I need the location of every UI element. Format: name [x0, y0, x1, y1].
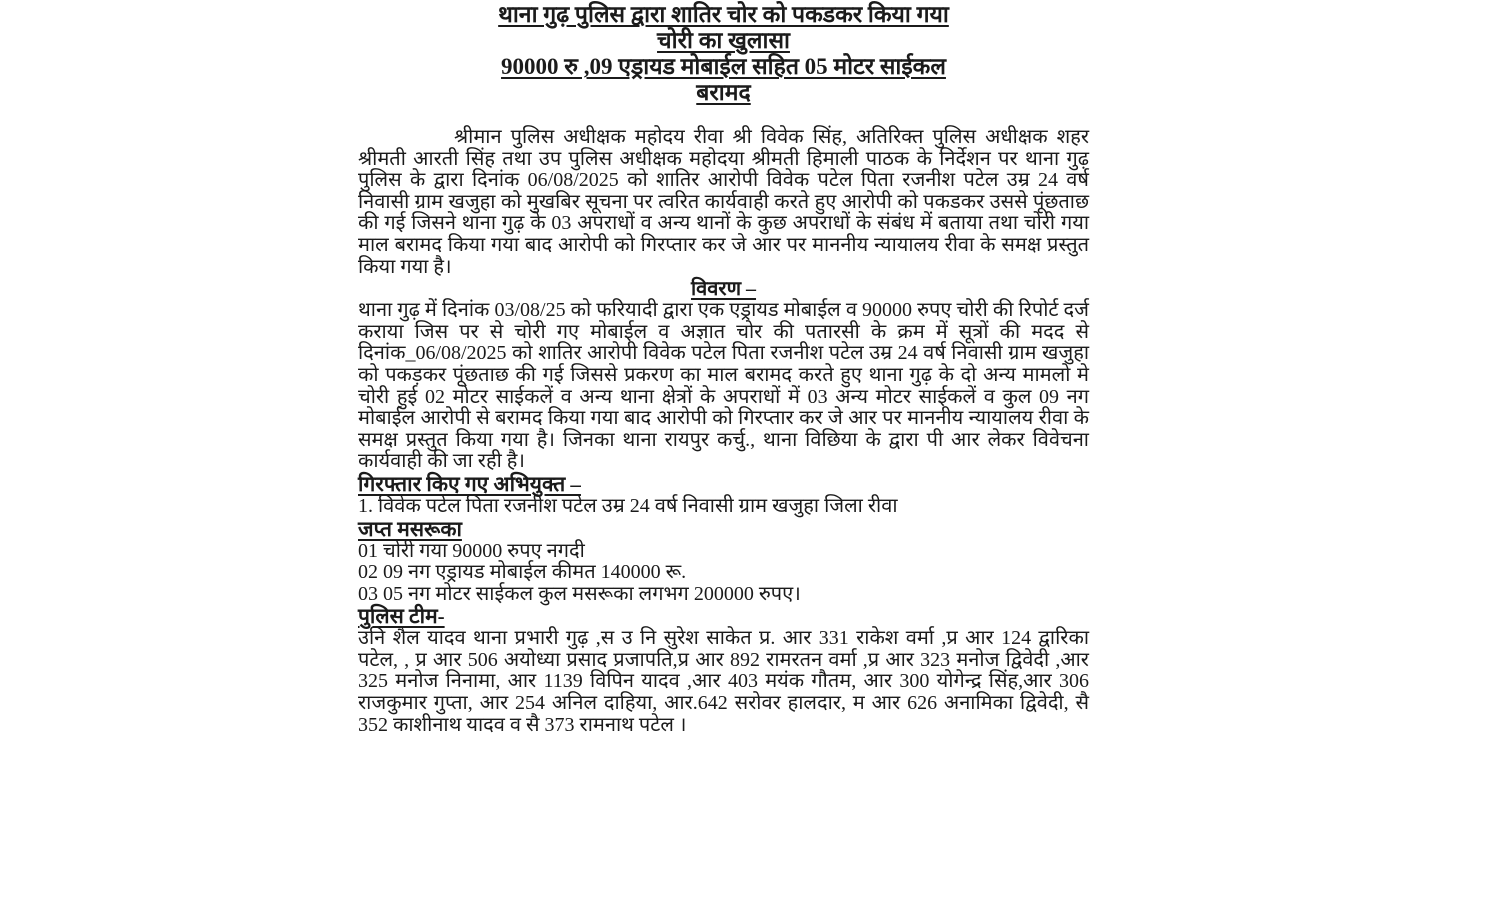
title-line-4: बरामद	[696, 80, 751, 105]
intro-paragraph: श्रीमान पुलिस अधीक्षक महोदय रीवा श्री विवेक सिंह, अतिरिक्त पुलिस अधीक्षक शहर श्रीमती आरती सिंह तथा उप पुलिस अधीक्षक महोदया श्रीमती हिमाली पाठक के निर्देशन पर थाना गुढ़ पुलिस के द्वारा दिनांक 06/08/2025 को शातिर आरोपी विवेक पटेल पिता रजनीश पटेल उम्र 24 वर्ष निवासी ग्राम खजुहा को मुखबिर सूचना पर त्वरित कार्यवाही करते हुए आरोपी को पकडकर उससे पूंछताछ की गई जिसने थाना गुढ़ के 03 अपराधों व अन्य थानों के कुछ अपराधों के संबंध में बताया तथा चोरी गया माल बरामद किया गया बाद आरोपी को गिरप्तार कर जे आर पर माननीय न्यायालय रीवा के समक्ष प्रस्तुत किया गया है।	[358, 126, 1089, 278]
title-line-2: चोरी का खुलासा	[657, 28, 790, 53]
team-section-heading	[358, 605, 1089, 628]
seized-heading-text: जप्त मसरूका	[358, 516, 462, 541]
arrested-item: 1. विवेक पटेल पिता रजनीश पटेल उम्र 24 वर्ष निवासी ग्राम खजुहा जिला रीवा	[358, 494, 898, 517]
arrested-heading-text: गिरफ्तार किए गए अभियुक्त –	[358, 471, 581, 496]
details-section-heading	[358, 278, 1089, 300]
title-line-1: थाना गुढ़ पुलिस द्वारा शातिर चोर को पकडकर किया गया	[498, 2, 949, 27]
team-heading-text: पुलिस टीम-	[358, 604, 445, 629]
seized-section-heading	[358, 518, 1089, 541]
seized-item-1: 01 चोरी गया 90000 रुपए नगदी	[358, 539, 585, 562]
details-heading-text: विवरण –	[690, 278, 757, 301]
details-paragraph: थाना गुढ़ में दिनांक 03/08/25 को फरियादी द्वारा एक एड्रायड मोबाईल व 90000 रुपए चोरी की रिपोर्ट दर्ज कराया जिस पर से चोरी गए मोबाईल व अज्ञात चोर की पतारसी के क्रम में सूत्रों की मदद से दिनांक_06/08/2025 को शातिर आरोपी विवेक पटेल पिता रजनीश पटेल उम्र 24 वर्ष निवासी ग्राम खजुहा को पकड़कर पूंछताछ की गई जिससे प्रकरण का माल बरामद करते हुए थाना गुढ़ के दो अन्य मामलो मे चोरी हुई 02 मोटर साईकलें व अन्य थाना क्षेत्रों के अपराधों में 03 अन्य मोटर साईकलें व कुल 09 नग मोबाईल आरोपी से बरामद किया गया बाद आरोपी को गिरप्तार कर जे आर पर माननीय न्यायालय रीवा के समक्ष प्रस्तुत किया गया है। जिनका थाना रायपुर कर्चु., थाना विछिया के द्वारा पी आर लेकर विवेचना कार्यवाही की जा रही है।	[358, 299, 1089, 473]
arrested-section-heading	[358, 473, 1089, 496]
document-content-column	[358, 2, 1089, 736]
seized-item-3: 03 05 नग मोटर साईकल कुल मसरूका लगभग 200000 रुपए।	[358, 582, 801, 605]
team-paragraph: उनि शैल यादव थाना प्रभारी गुढ़ ,स उ नि सुरेश साकेत प्र. आर 331 राकेश वर्मा ,प्र आर 124 द्वारिका पटेल, , प्र आर 506 अयोध्या प्रसाद प्रजापति,प्र आर 892 रामरतन वर्मा ,प्र आर 323 मनोज द्विवेदी ,आर 325 मनोज निनामा, आर 1139 विपिन यादव ,आर 403 मयंक गौतम, आर 300 योगेन्द्र सिंह,आर 306 राजकुमार गुप्ता, आर 254 अनिल दाहिया, आर.642 सरोवर हालदार, म आर 626 अनामिका द्विवेदी, सै 352 काशीनाथ यादव व सै 373 रामनाथ पटेल ।	[358, 627, 1089, 736]
seized-item-2: 02 09 नग एड्रायड मोबाईल कीमत 140000 रू.	[358, 561, 687, 584]
title-line-3: 90000 रु ,09 एड्रायड मोबाईल सहित 05 मोटर साईकल	[501, 54, 946, 79]
press-note-title	[358, 2, 1089, 106]
